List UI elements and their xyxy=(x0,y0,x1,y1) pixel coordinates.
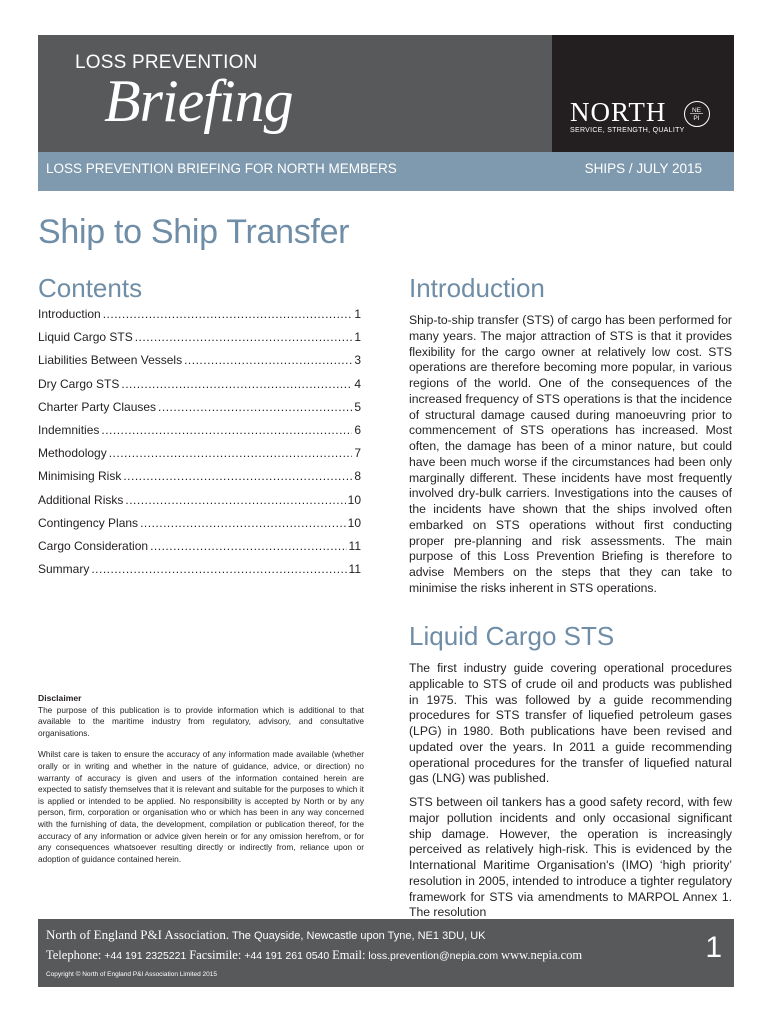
band-right-text: SHIPS / JULY 2015 xyxy=(584,161,702,176)
toc-item[interactable]: Dry Cargo STS ..... 4 xyxy=(38,377,361,400)
facsimile-number: +44 191 261 0540 xyxy=(244,950,330,962)
toc-item[interactable]: Cargo Consideration ..... 11 xyxy=(38,539,361,562)
contents-heading: Contents xyxy=(38,273,143,303)
disclaimer-paragraph: The purpose of this publication is to provide information which is additional to that available to the maritime industry from regulatory, advisory, and consultative organisations. xyxy=(38,704,364,738)
brand-script-text: Briefing xyxy=(104,68,293,134)
copyright: Copyright © North of England P&I Association Limited 2015 xyxy=(46,971,217,978)
body-paragraph: STS between oil tankers has a good safety record, with few major pollution incidents and only occasional significant ship damage. However, the operation is increasingly perceived as relatively high-risk. This is evidenced by the International Maritime Organisation's (IMO) ‘high priority’ resolution in 2005, intended to introduce a tighter regulatory framework for STS via amendments to MARPOL Annex 1. The resolution xyxy=(409,795,732,919)
document-title: Ship to Ship Transfer xyxy=(38,213,350,251)
body-paragraph: Ship-to-ship transfer (STS) of cargo has been performed for many years. The major attraction of STS is that it provides flexibility for the cargo owner at relatively low cost. STS operations are therefore becoming more popular, in various regions of the world. One of the consequences of the increased frequency of STS operations is that the incidence of structural damage caused during manoeuvring prior to commencement of STS operations has increased. Most often, the damage has been of a minor nature, but could have been much worse if the circumstances had been only marginally different. These incidents have most frequently involved dry-bulk carriers. Investigations into the causes of the incidents have shown that the ships involved often embarked on STS operations without first conducting proper pre-planning and risk assessments. The main purpose of this Loss Prevention Briefing is therefore to advise Members on the steps that they can take to minimise the risks inherent in STS operations. xyxy=(409,313,732,595)
toc-item[interactable]: Methodology ..... 7 xyxy=(38,446,361,469)
disclaimer-heading: Disclaimer xyxy=(38,693,82,703)
toc-item[interactable]: Summary ..... 11 xyxy=(38,562,361,585)
svg-text:PI: PI xyxy=(693,115,700,122)
footer-address: The Quayside, Newcastle upon Tyne, NE1 3DU, UK xyxy=(231,930,486,942)
email-label: Email: xyxy=(332,948,366,962)
table-of-contents xyxy=(38,307,361,585)
toc-item[interactable]: Introduction ..... 1 xyxy=(38,307,361,330)
company-tagline: SERVICE, STRENGTH, QUALITY xyxy=(570,127,685,134)
toc-item[interactable]: Liabilities Between Vessels ..... 3 xyxy=(38,353,361,376)
toc-item[interactable]: Contingency Plans ..... 10 xyxy=(38,516,361,539)
footer xyxy=(38,919,734,987)
toc-item[interactable]: Liquid Cargo STS ..... 1 xyxy=(38,330,361,353)
company-logo: NORTH xyxy=(570,97,667,127)
liquid-cargo-heading: Liquid Cargo STS xyxy=(409,621,615,651)
footer-org: North of England P&I Association. xyxy=(46,927,230,942)
email-address[interactable]: loss.prevention@nepia.com xyxy=(368,950,499,962)
page-number: 1 xyxy=(705,931,722,964)
introduction-body xyxy=(409,313,732,605)
body-paragraph: The first industry guide covering operational procedures applicable to STS of crude oil and products was published in 1975. This was followed by a guide recommending procedures for STS transfer of liquefied petroleum gases (LPG) in 1980. Both publications have been revised and updated over the years. In 2011 a guide recommending operational procedures for the transfer of liquefied natural gas (LNG) was published. xyxy=(409,661,732,786)
telephone-label: Telephone: xyxy=(46,948,102,962)
disclaimer xyxy=(38,693,364,875)
header-logo-panel xyxy=(552,35,734,152)
toc-item[interactable]: Additional Risks ..... 10 xyxy=(38,493,361,516)
introduction-heading: Introduction xyxy=(409,273,545,303)
toc-item[interactable]: Indemnities ..... 6 xyxy=(38,423,361,446)
telephone-number: +44 191 2325221 xyxy=(104,950,187,962)
brand-top-text: LOSS PREVENTION xyxy=(75,52,258,73)
toc-item[interactable]: Minimising Risk ..... 8 xyxy=(38,469,361,492)
band-left-text: LOSS PREVENTION BRIEFING FOR NORTH MEMBERS xyxy=(46,161,397,176)
website-link[interactable]: www.nepia.com xyxy=(501,948,583,962)
liquid-cargo-body xyxy=(409,661,732,919)
svg-text:NE: NE xyxy=(691,107,702,114)
company-badge-icon xyxy=(684,101,710,127)
disclaimer-paragraph: Whilst care is taken to ensure the accuracy of any information made available (whether orally or in writing and whether in the nature of guidance, advice, or direction) no warranty of accuracy is given and users of the information contained herein are expected to satisfy themselves that it is relevant and suitable for the purposes to which it is applied or intended to be applied. No responsibility is accepted by North or by any person, firm, corporation or organisation who or which has been in any way concerned with the furnishing of data, the development, compilation or publication thereof, for the accuracy of any information or advice given herein or for any omission herefrom, or for any consequences whatsoever resulting directly or indirectly from, reliance upon or adoption of guidance contained herein. xyxy=(38,749,364,864)
footer-contact-line xyxy=(46,948,582,963)
footer-address-line xyxy=(46,927,485,943)
toc-item[interactable]: Charter Party Clauses ..... 5 xyxy=(38,400,361,423)
facsimile-label: Facsimile: xyxy=(189,948,242,962)
